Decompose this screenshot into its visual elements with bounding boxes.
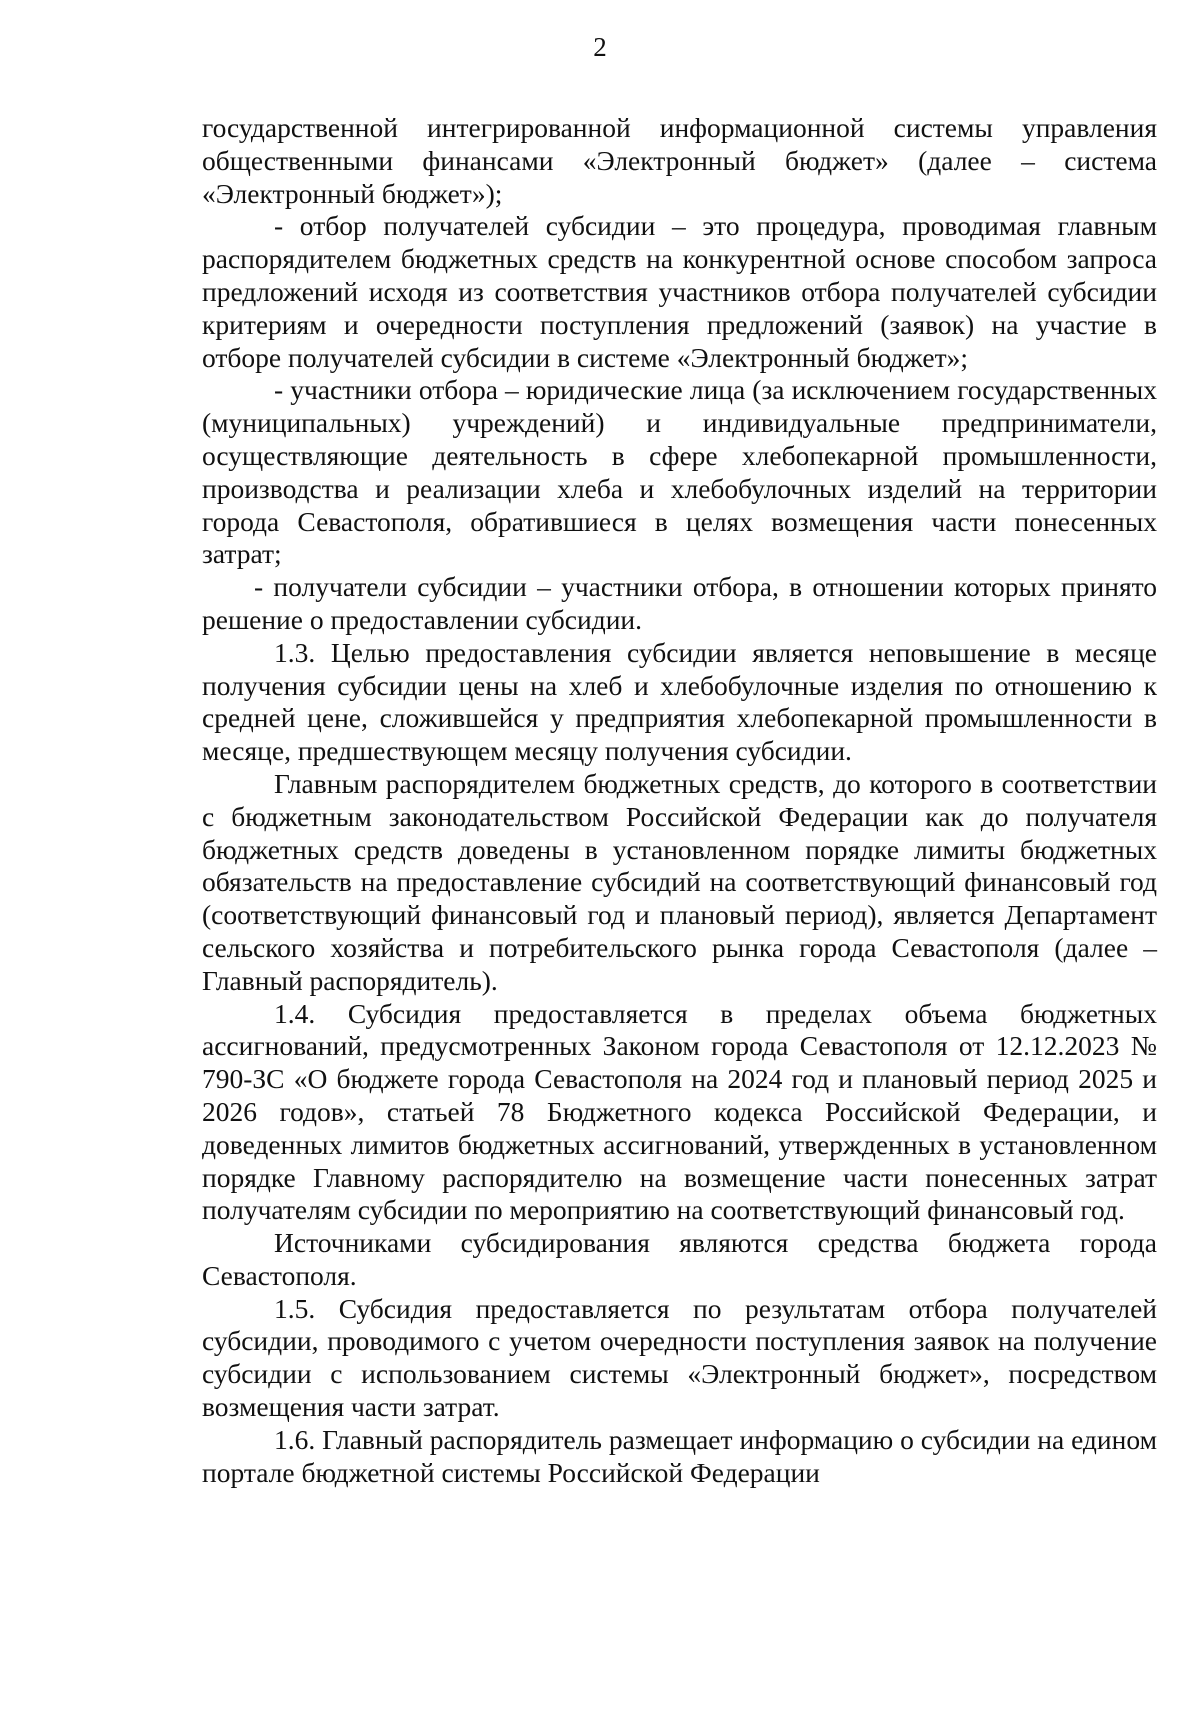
- paragraph: - участники отбора – юридические лица (за исключением государственных (муниципальных) учреждений) и индивидуальные предприниматели, осуществляющие деятельность в сфере хлебопекарной промышленности, производства и реализации хлеба и хлебобулочных изделий на территории города Севастополя, обратившиеся в целях возмещения части понесенных затрат;: [202, 374, 1157, 570]
- paragraph: 1.3. Целью предоставления субсидии является неповышение в месяце получения субсидии цены на хлеб и хлебобулочные изделия по отношению к средней цене, сложившейся у предприятия хлебопекарной промышленности в месяце, предшествующем месяцу получения субсидии.: [202, 636, 1157, 767]
- page-number: 2: [593, 32, 607, 62]
- paragraph: 1.5. Субсидия предоставляется по результатам отбора получателей субсидии, проводимого с учетом очередности поступления заявок на получение субсидии с использованием системы «Электронный бюджет», посредством возмещения части затрат.: [202, 1292, 1157, 1423]
- paragraph: 1.4. Субсидия предоставляется в пределах объема бюджетных ассигнований, предусмотренных Законом города Севастополя от 12.12.2023 № 790-ЗС «О бюджете города Севастополя на 2024 год и плановый период 2025 и 2026 годов», статьей 78 Бюджетного кодекса Российской Федерации, и доведенных лимитов бюджетных ассигнований, утвержденных в установленном порядке Главному распорядителю на возмещение части понесенных затрат получателям субсидии по мероприятию на соответствующий финансовый год.: [202, 997, 1157, 1226]
- paragraph: Источниками субсидирования являются средства бюджета города Севастополя.: [202, 1227, 1157, 1291]
- paragraph: государственной интегрированной информационной системы управления общественными финансами «Электронный бюджет» (далее – система «Электронный бюджет»);: [202, 112, 1157, 209]
- paragraph: - отбор получателей субсидии – это процедура, проводимая главным распорядителем бюджетных средств на конкурентной основе способом запроса предложений исходя из соответствия участников отбора получателей субсидии критериям и очередности поступления предложений (заявок) на участие в отборе получателей субсидии в системе «Электронный бюджет»;: [202, 210, 1157, 373]
- paragraph: 1.6. Главный распорядитель размещает информацию о субсидии на едином портале бюджетной системы Российской Федерации: [202, 1423, 1157, 1488]
- paragraph: Главным распорядителем бюджетных средств, до которого в соответствии с бюджетным законодательством Российской Федерации как до получателя бюджетных средств доведены в установленном порядке лимиты бюджетных обязательств на предоставление субсидий на соответствующий финансовый год (соответствующий финансовый год и плановый период), является Департамент сельского хозяйства и потребительского рынка города Севастополя (далее – Главный распорядитель).: [202, 767, 1157, 996]
- paragraph: - получатели субсидии – участники отбора, в отношении которых принято решение о предоставлении субсидии.: [202, 571, 1157, 635]
- document-body: [202, 112, 1157, 1489]
